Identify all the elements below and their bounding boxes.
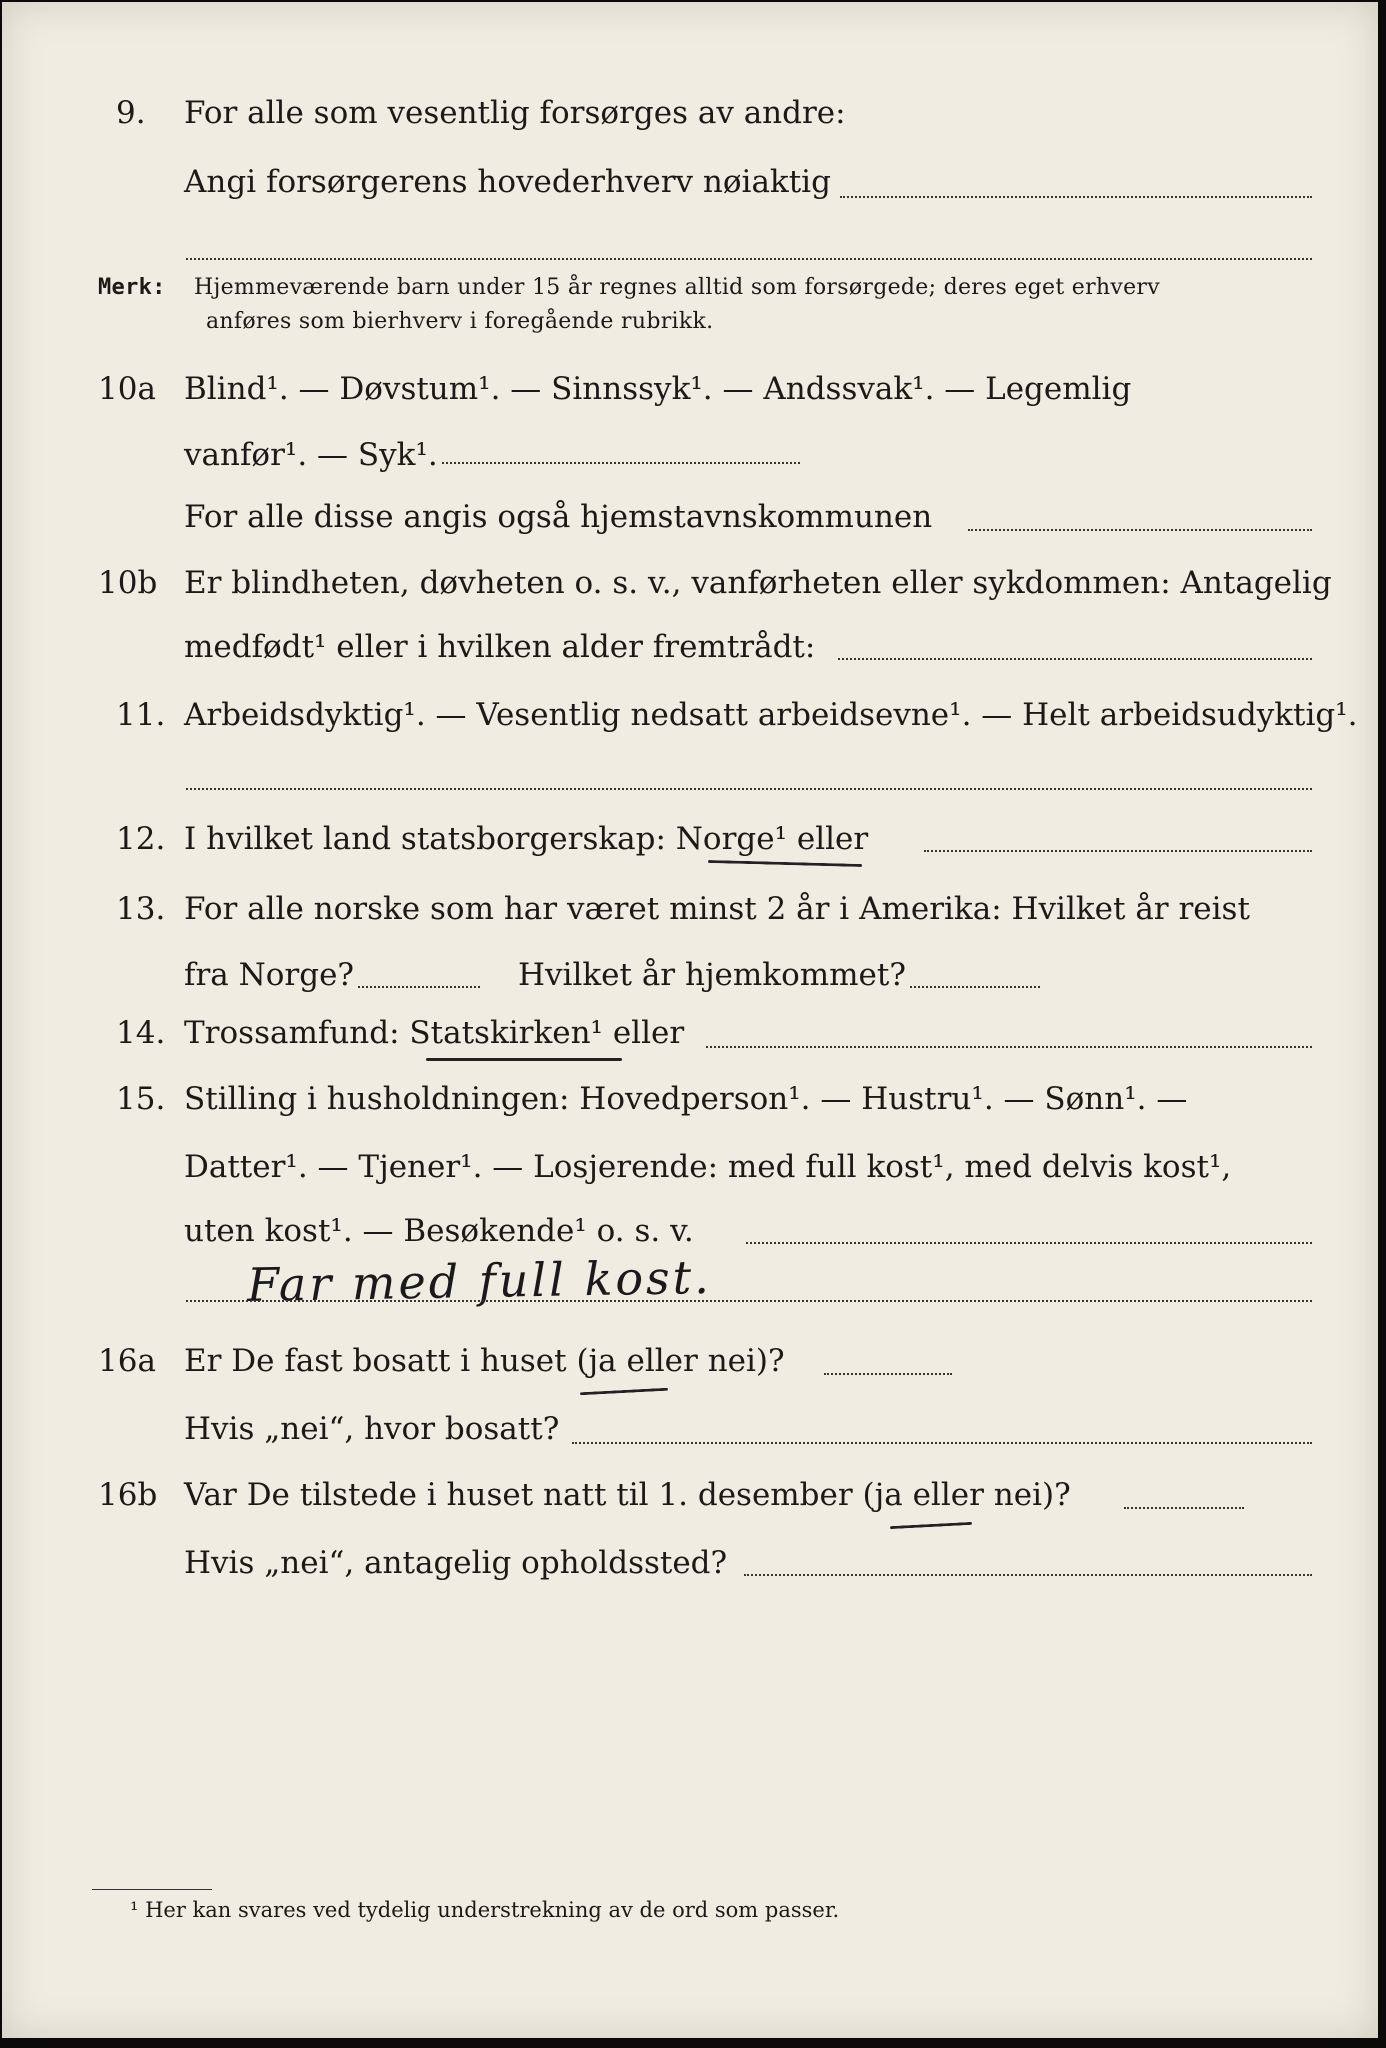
merk-line-1: Hjemmeværende barn under 15 år regnes alltid som forsørgede; deres eget erhverv [194, 275, 1160, 300]
q10b-answer-line[interactable] [838, 658, 1312, 660]
q13-reist-label: fra Norge? [184, 957, 355, 993]
q15-line-3: uten kost¹. — Besøkende¹ o. s. v. [184, 1213, 694, 1249]
q15-answer-line[interactable] [746, 1242, 1312, 1244]
q9-question: For alle som vesentlig forsørges av andre: [184, 95, 846, 131]
q9-number: 9. [116, 95, 146, 131]
merk-label: Merk: [98, 275, 166, 300]
q11-line-1: Arbeidsdyktig¹. — Vesentlig nedsatt arbeidsevne¹. — Helt arbeidsudyktig¹. [184, 697, 1358, 733]
q10a-hjemstavn-answer-line[interactable] [968, 529, 1312, 531]
ja-underline-mark-16a [580, 1388, 668, 1396]
q11-answer-line[interactable] [186, 788, 1312, 790]
q16b-line-1: Var De tilstede i huset natt til 1. desember (ja eller nei)? [184, 1477, 1071, 1513]
q16b-answer-line[interactable] [1124, 1507, 1244, 1509]
q9-answer-line-2[interactable] [186, 258, 1312, 260]
q16a-answer-line[interactable] [824, 1373, 952, 1375]
q14-line-1: Trossamfund: Statskirken¹ eller [184, 1015, 685, 1051]
census-form-page [2, 2, 1378, 2038]
q10a-line-1: Blind¹. — Døvstum¹. — Sinnssyk¹. — Andssvak¹. — Legemlig [184, 371, 1132, 407]
merk-line-2: anføres som bierhverv i foregående rubrikk. [206, 309, 714, 334]
q16b-number: 16b [98, 1477, 158, 1513]
q10a-line-3: For alle disse angis også hjemstavnskommunen [184, 499, 933, 535]
q10a-number: 10a [98, 371, 156, 407]
q11-number: 11. [116, 697, 166, 733]
q16a-number: 16a [98, 1343, 156, 1379]
q9-instruction: Angi forsørgerens hovederhverv nøiaktig [184, 164, 831, 200]
statskirken-underline-mark [426, 1058, 622, 1061]
q14-number: 14. [116, 1015, 166, 1051]
q15-handwritten-answer: Far med full kost. [246, 1249, 713, 1313]
q14-answer-line[interactable] [706, 1046, 1312, 1048]
footnote-rule [92, 1889, 212, 1890]
q10a-line-2: vanfør¹. — Syk¹. [184, 437, 438, 473]
q16a-line-2: Hvis „nei“, hvor bosatt? [184, 1411, 560, 1447]
q15-line-1: Stilling i husholdningen: Hovedperson¹. — Hustru¹. — Sønn¹. — [184, 1081, 1188, 1117]
q12-number: 12. [116, 821, 166, 857]
q10a-syk-answer-line[interactable] [442, 462, 800, 464]
q16a-line-1: Er De fast bosatt i huset (ja eller nei)? [184, 1343, 785, 1379]
q13-number: 13. [116, 891, 166, 927]
q10b-number: 10b [98, 565, 158, 601]
q10b-line-2: medfødt¹ eller i hvilken alder fremtrådt: [184, 629, 816, 665]
merk-note [98, 271, 1160, 305]
q16b-opholdssted-answer-line[interactable] [744, 1574, 1312, 1576]
q16a-bosatt-answer-line[interactable] [572, 1442, 1312, 1444]
q15-line-2: Datter¹. — Tjener¹. — Losjerende: med full kost¹, med delvis kost¹, [184, 1149, 1232, 1185]
q12-line-1: I hvilket land statsborgerskap: Norge¹ eller [184, 821, 869, 857]
q13-line-1: For alle norske som har været minst 2 år i Amerika: Hvilket år reist [184, 891, 1250, 927]
q10b-line-1: Er blindheten, døvheten o. s. v., vanførheten eller sykdommen: Antagelig [184, 565, 1332, 601]
q15-number: 15. [116, 1081, 166, 1117]
q12-answer-line[interactable] [924, 850, 1312, 852]
q13-reist-answer-line[interactable] [358, 986, 480, 988]
q15-answer-line-2[interactable] [186, 1300, 1312, 1302]
q9-answer-line[interactable] [840, 196, 1312, 198]
q13-hjemkommet-answer-line[interactable] [910, 986, 1040, 988]
footnote: ¹ Her kan svares ved tydelig understrekning av de ord som passer. [130, 1898, 840, 1922]
ja-underline-mark-16b [890, 1522, 972, 1529]
q13-hjemkommet-label: Hvilket år hjemkommet? [518, 957, 906, 993]
q16b-line-2: Hvis „nei“, antagelig opholdssted? [184, 1545, 728, 1581]
